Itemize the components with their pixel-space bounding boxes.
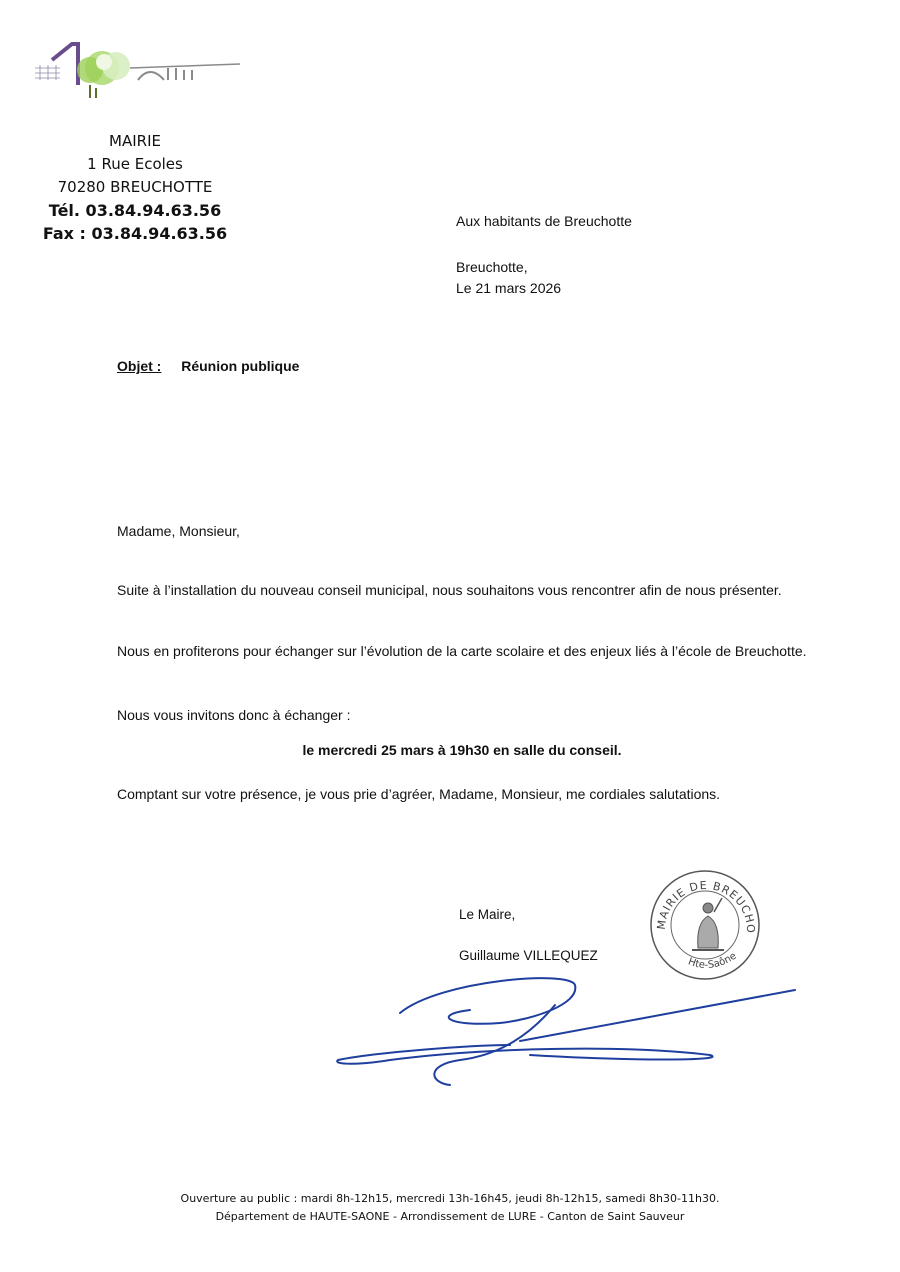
subject-text: Réunion publique: [181, 358, 300, 374]
sender-name: MAIRIE: [109, 132, 161, 150]
sender-street: 1 Rue Ecoles: [87, 155, 183, 173]
sender-fax: Fax : 03.84.94.63.56: [42, 224, 228, 243]
footer-hours: Ouverture au public : mardi 8h-12h15, mercredi 13h-16h45, jeudi 8h-12h15, samedi 8h30-11h30.: [180, 1192, 720, 1205]
date-place: Breuchotte,: [456, 259, 528, 275]
sender-tel: Tél. 03.84.94.63.56: [48, 201, 222, 220]
stamp-bottom-text: Hte-Saône: [686, 950, 739, 972]
recipient: Aux habitants de Breuchotte: [456, 213, 632, 229]
stamp-top-text: MAIRIE DE BREUCHO: [654, 878, 758, 934]
date-value: Le 21 mars 2026: [456, 280, 562, 296]
sender-city: 70280 BREUCHOTTE: [57, 178, 213, 196]
salutation: Madame, Monsieur,: [117, 523, 240, 539]
signatory-role: Le Maire,: [459, 907, 516, 922]
paragraph-1: Suite à l’installation du nouveau conseil municipal, nous souhaitons vous rencontrer afin de nous présenter.: [117, 582, 782, 598]
footer: [0, 1190, 900, 1226]
subject-label: Objet :: [117, 358, 162, 374]
date-block: [456, 257, 561, 299]
subject-line: [117, 358, 299, 374]
signature-scribble-icon: [330, 965, 800, 1095]
town-logo: [30, 40, 245, 105]
meeting-details: le mercredi 25 mars à 19h30 en salle du conseil.: [302, 742, 622, 758]
paragraph-2: Nous en profiterons pour échanger sur l’évolution de la carte scolaire et des enjeux liés à l’école de Breuchotte.: [117, 643, 807, 659]
paragraph-3: Nous vous invitons donc à échanger :: [117, 707, 351, 723]
signatory-name: Guillaume VILLEQUEZ: [459, 948, 598, 963]
closing-paragraph: Comptant sur votre présence, je vous prie d’agréer, Madame, Monsieur, me cordiales salutations.: [117, 786, 721, 802]
town-logo-icon: [30, 40, 245, 105]
handwritten-signature: [330, 965, 800, 1095]
footer-district: Département de HAUTE-SAONE - Arrondissement de LURE - Canton de Saint Sauveur: [215, 1210, 685, 1223]
sender-address: [30, 130, 240, 245]
